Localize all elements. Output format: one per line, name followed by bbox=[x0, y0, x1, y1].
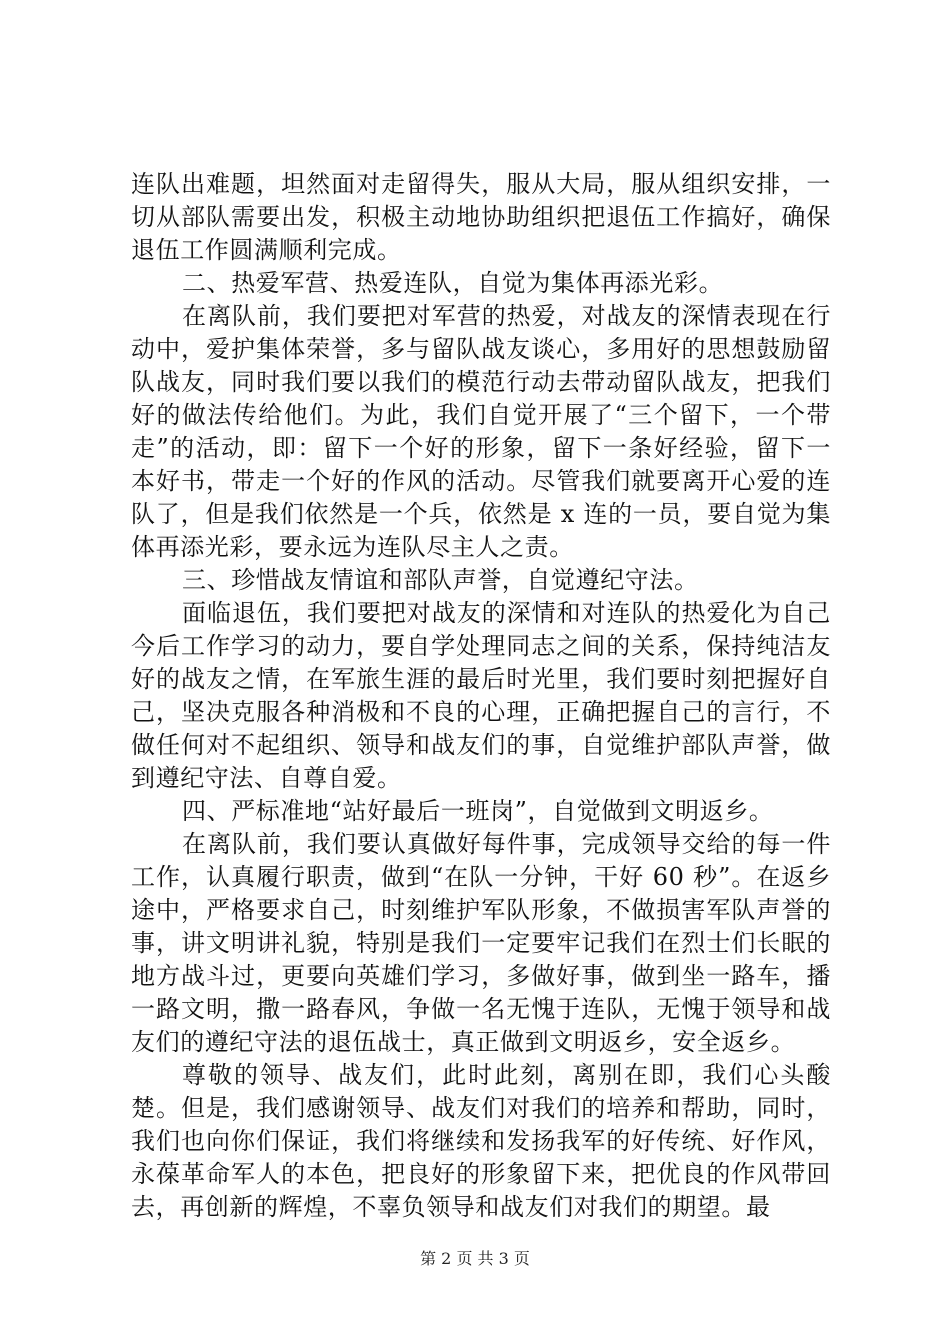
section-heading-2: 二、热爱军营、热爱连队，自觉为集体再添光彩。 bbox=[182, 269, 724, 297]
paragraph-continuation: 连队出难题，坦然面对走留得失，服从大局，服从组织安排，一切从部队需要出发，积极主动地协助组织把退伍工作搞好，确保退伍工作圆满顺利完成。 bbox=[131, 170, 831, 264]
paragraph: 在离队前，我们要把对军营的热爱，对战友的深情表现在行动中，爱护集体荣誉，多与留队战友谈心，多用好的思想鼓励留队战友，同时我们要以我们的模范行动去带动留队战友，把我们好的做法传给他们。为此，我们自觉开展了“三个留下，一个带走”的活动，即：留下一个好的形象，留下一条好经验，留下一本好书，带走一个好的作风的活动。尽管我们就要离开心爱的连队了，但是我们依然是一个兵，依然是 x 连的一员，要自觉为集体再添光彩，要永远为连队尽主人之责。 bbox=[131, 302, 831, 561]
paragraph: 在离队前，我们要认真做好每件事，完成领导交给的每一件工作，认真履行职责，做到“在队一分钟，干好 60 秒”。在返乡途中，严格要求自己，时刻维护军队形象，不做损害军队声誉的事，讲文明讲礼貌，特别是我们一定要牢记我们在烈士们长眠的地方战斗过，更要向英雄们学习，多做好事，做到坐一路车，播一路文明，撒一路春风，争做一名无愧于连队，无愧于领导和战友们的遵纪守法的退伍战士，真正做到文明返乡，安全返乡。 bbox=[131, 830, 831, 1056]
paragraph: 面临退伍，我们要把对战友的深情和对连队的热爱化为自己今后工作学习的动力，要自学处理同志之间的关系，保持纯洁友好的战友之情，在军旅生涯的最后时光里，我们要时刻把握好自己，坚决克服各种消极和不良的心理，正确把握自己的言行，不做任何对不起组织、领导和战友们的事，自觉维护部队声誉，做到遵纪守法、自尊自爱。 bbox=[131, 599, 831, 792]
section-heading-4: 四、严标准地“站好最后一班岗”，自觉做到文明返乡。 bbox=[182, 797, 774, 825]
page-number-footer: 第 2 页 共 3 页 bbox=[420, 1249, 530, 1268]
section-heading-3: 三、珍惜战友情谊和部队声誉，自觉遵纪守法。 bbox=[182, 566, 699, 594]
paragraph-closing: 尊敬的领导、战友们，此时此刻，离别在即，我们心头酸楚。但是，我们感谢领导、战友们对我们的培养和帮助，同时，我们也向你们保证，我们将继续和发扬我军的好传统、好作风，永葆革命军人的本色，把良好的形象留下来，把优良的作风带回去，再创新的辉煌，不辜负领导和战友们对我们的期望。最 bbox=[131, 1061, 831, 1221]
document-body bbox=[131, 168, 831, 1224]
